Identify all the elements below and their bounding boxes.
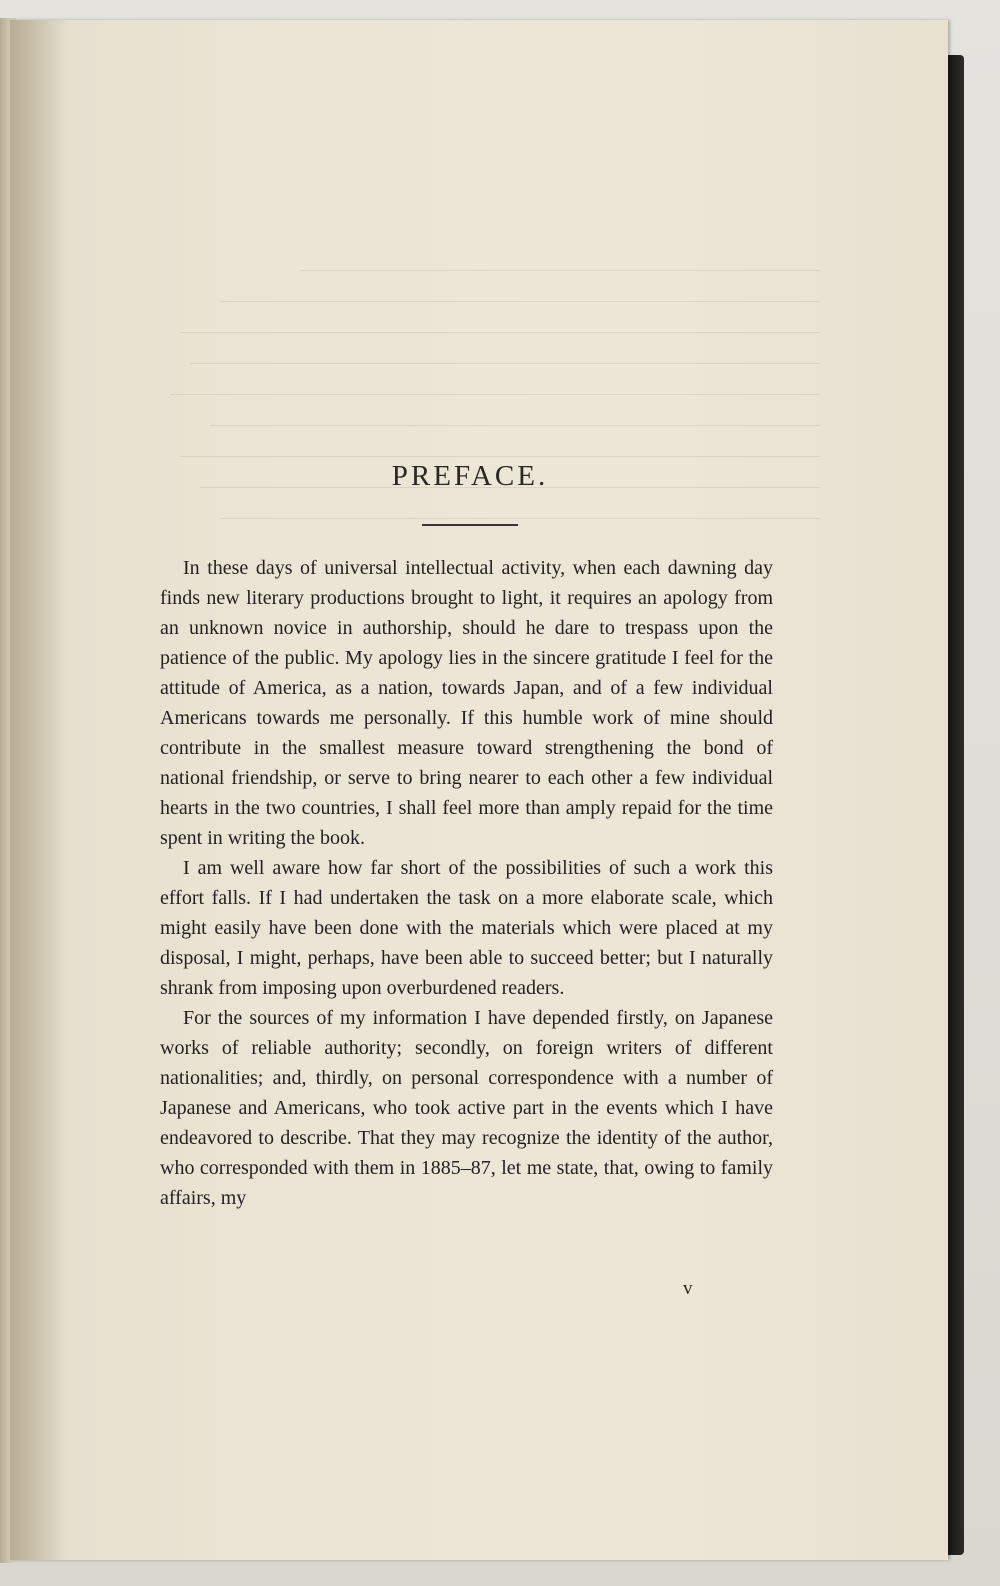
paragraph-3: For the sources of my information I have depended firstly, on Japanese works of reliable authority; secondly, on foreign writers of different nationalities; and, thirdly, on personal correspondence with a number of Japanese and Americans, who took active part in the events which I have endeavored to describe. That they may recognize the identity of the author, who corresponded with them in 1885–87, let me state, that, owing to family affairs, my bbox=[160, 1007, 773, 1209]
page-title: PREFACE. bbox=[391, 460, 549, 492]
gutter-shadow bbox=[10, 20, 70, 1560]
page-number: v bbox=[683, 1278, 693, 1299]
paragraph-1: In these days of universal intellectual activity, when each dawning day finds new literary productions brought to light, it requires an apology from an unknown novice in authorship, should he dare to trespass upon the patience of the public. My apology lies in the sincere gratitude I feel for the attitude of America, as a nation, towards Japan, and of a few individual Americans towards me personally. If this humble work of mine should contribute in the smallest measure toward strengthening the bond of national friendship, or serve to bring nearer to each other a few individual hearts in the two countries, I shall feel more than amply repaid for the time spent in writing the book. bbox=[160, 557, 773, 849]
preface-body bbox=[160, 553, 773, 1213]
title-rule bbox=[422, 524, 518, 526]
paragraph-2: I am well aware how far short of the possibilities of such a work this effort falls. If I had undertaken the task on a more elaborate scale, which might easily have been done with the materials which were placed at my disposal, I might, perhaps, have been able to succeed better; but I naturally shrank from imposing upon overburdened readers. bbox=[160, 857, 773, 999]
